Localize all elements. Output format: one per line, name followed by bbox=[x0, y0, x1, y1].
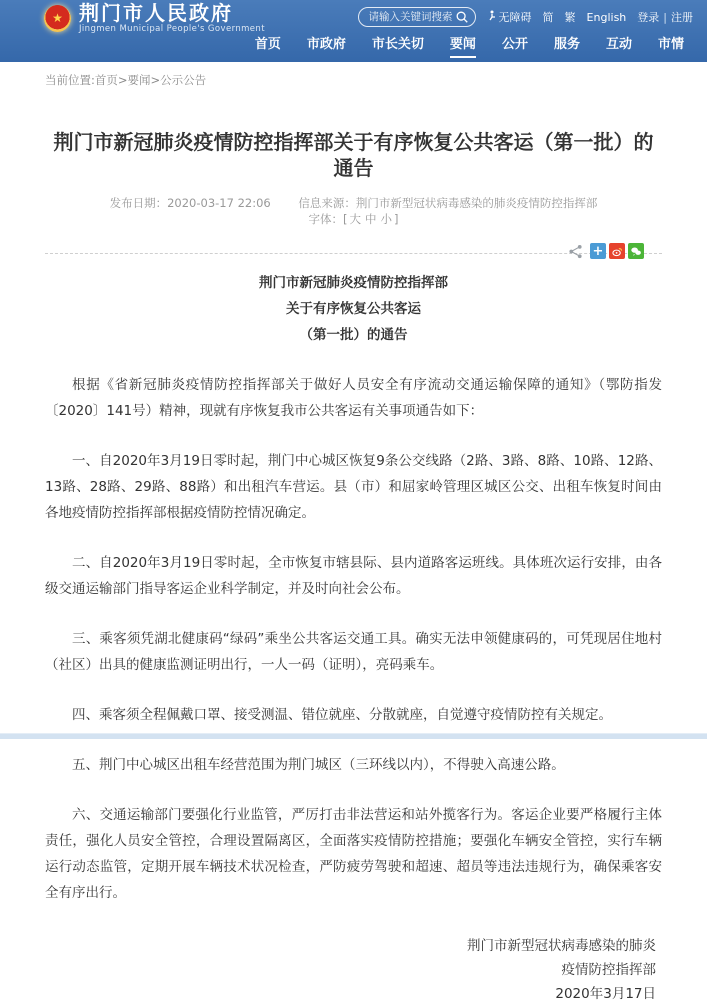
national-emblem-icon: ★ bbox=[44, 5, 71, 32]
weibo-icon[interactable] bbox=[609, 243, 625, 259]
breadcrumb-separator: > bbox=[117, 73, 128, 87]
paragraph-intro: 根据《省新冠肺炎疫情防控指挥部关于做好人员安全有序流动交通运输保障的通知》（鄂防指发〔2020〕141号）精神，现就有序恢复我市公共客运有关事项通告如下： bbox=[45, 377, 662, 419]
share-bar bbox=[568, 243, 644, 259]
info-source: 信息来源：荆门市新型冠状病毒感染的肺炎疫情防控指挥部 bbox=[298, 196, 598, 210]
site-subtitle: Jingmen Municipal People's Government bbox=[79, 24, 265, 34]
site-brand[interactable] bbox=[44, 2, 265, 34]
title-divider bbox=[45, 243, 662, 259]
lang-simplified[interactable]: 简 bbox=[542, 11, 554, 24]
nav-item-city[interactable]: 市情 bbox=[657, 37, 684, 52]
article-container bbox=[45, 129, 662, 1006]
nav-item-mayor[interactable]: 市长关切 bbox=[371, 37, 424, 52]
search-icon[interactable] bbox=[455, 10, 469, 24]
breadcrumb-prefix: 当前位置: bbox=[45, 73, 95, 87]
paragraph-5: 五、荆门中心城区出租车经营范围为荆门城区（三环线以内），不得驶入高速公路。 bbox=[72, 757, 565, 773]
article-meta bbox=[45, 195, 662, 227]
font-large-button[interactable]: 大 bbox=[349, 212, 361, 226]
nav-item-home[interactable]: 首页 bbox=[254, 37, 281, 52]
doc-heading-line1: 荆门市新冠肺炎疫情防控指挥部 bbox=[259, 275, 448, 291]
footer-strip bbox=[0, 733, 707, 739]
font-size-control: 字体：[ 大 中 小 ] bbox=[308, 212, 399, 226]
paragraph-2: 二、自2020年3月19日零时起，全市恢复市辖县际、县内道路客运班线。具体班次运行安排，由各级交通运输部门指导客运企业科学制定，并及时向社会公布。 bbox=[45, 555, 662, 597]
article-title: 荆门市新冠肺炎疫情防控指挥部关于有序恢复公共客运（第一批）的通告 bbox=[53, 130, 654, 180]
doc-heading-line3: （第一批）的通告 bbox=[299, 327, 408, 343]
register-link[interactable]: 注册 bbox=[671, 11, 693, 24]
signature-date: 2020年3月17日 bbox=[555, 986, 656, 1002]
header-search[interactable] bbox=[358, 7, 476, 27]
signature-org-line1: 荆门市新型冠状病毒感染的肺炎 bbox=[467, 938, 656, 954]
site-title: 荆门市人民政府 bbox=[79, 1, 233, 25]
main-nav bbox=[242, 30, 697, 62]
doc-heading-line2: 关于有序恢复公共客运 bbox=[286, 301, 421, 317]
nav-item-open[interactable]: 公开 bbox=[501, 37, 528, 52]
login-register-separator: | bbox=[663, 10, 667, 24]
breadcrumb-news[interactable]: 要闻 bbox=[127, 73, 151, 87]
header-utils bbox=[358, 7, 693, 27]
article-body bbox=[45, 270, 662, 1006]
paragraph-3: 三、乘客须凭湖北健康码“绿码”乘坐公共客运交通工具。确实无法申领健康码的，可凭现居住地村（社区）出具的健康监测证明出行，一人一码（证明），亮码乘车。 bbox=[45, 631, 662, 673]
share-icon[interactable] bbox=[568, 244, 583, 259]
nav-item-interact[interactable]: 互动 bbox=[605, 37, 632, 52]
share-more-icon[interactable]: + bbox=[590, 243, 606, 259]
signature-block bbox=[45, 934, 662, 1006]
paragraph-6: 六、交通运输部门要强化行业监管，严厉打击非法营运和站外揽客行为。客运企业要严格履行主体责任，强化人员安全管控，合理设置隔离区，全面落实疫情防控措施；要强化车辆安全管控，实行车辆运行动态监管，定期开展车辆技术状况检查，严防疲劳驾驶和超速、超员等违法违规行为，确保乘客安全有序出行。 bbox=[45, 807, 662, 901]
lang-traditional[interactable]: 繁 bbox=[564, 11, 576, 24]
breadcrumb-notices[interactable]: 公示公告 bbox=[160, 73, 207, 87]
accessibility-link[interactable]: 无障碍 bbox=[487, 9, 532, 25]
brand-text bbox=[79, 2, 265, 34]
wheelchair-icon bbox=[487, 10, 497, 21]
breadcrumb bbox=[0, 62, 707, 88]
breadcrumb-separator: > bbox=[150, 73, 161, 87]
site-header bbox=[0, 0, 707, 62]
font-medium-button[interactable]: 中 bbox=[365, 212, 377, 226]
font-small-button[interactable]: 小 bbox=[380, 212, 392, 226]
breadcrumb-home[interactable]: 首页 bbox=[94, 73, 118, 87]
publish-date: 发布日期：2020-03-17 22:06 bbox=[109, 196, 271, 210]
signature-org-line2: 疫情防控指挥部 bbox=[561, 962, 656, 978]
search-input[interactable] bbox=[369, 11, 455, 23]
wechat-icon[interactable] bbox=[628, 243, 644, 259]
nav-item-news[interactable]: 要闻 bbox=[437, 30, 489, 62]
login-link[interactable]: 登录 bbox=[637, 11, 660, 24]
lang-english[interactable]: English bbox=[586, 10, 627, 24]
nav-item-services[interactable]: 服务 bbox=[553, 37, 580, 52]
nav-item-government[interactable]: 市政府 bbox=[306, 37, 346, 52]
paragraph-4: 四、乘客须全程佩戴口罩、接受测温、错位就座、分散就座，自觉遵守疫情防控有关规定。 bbox=[72, 707, 612, 723]
paragraph-1: 一、自2020年3月19日零时起，荆门中心城区恢复9条公交线路（2路、3路、8路、10路、12路、13路、28路、29路、88路）和出租汽车营运。县（市）和屈家岭管理区城区公交、出租车恢复时间由各地疫情防控指挥部根据疫情防控情况确定。 bbox=[45, 453, 662, 521]
